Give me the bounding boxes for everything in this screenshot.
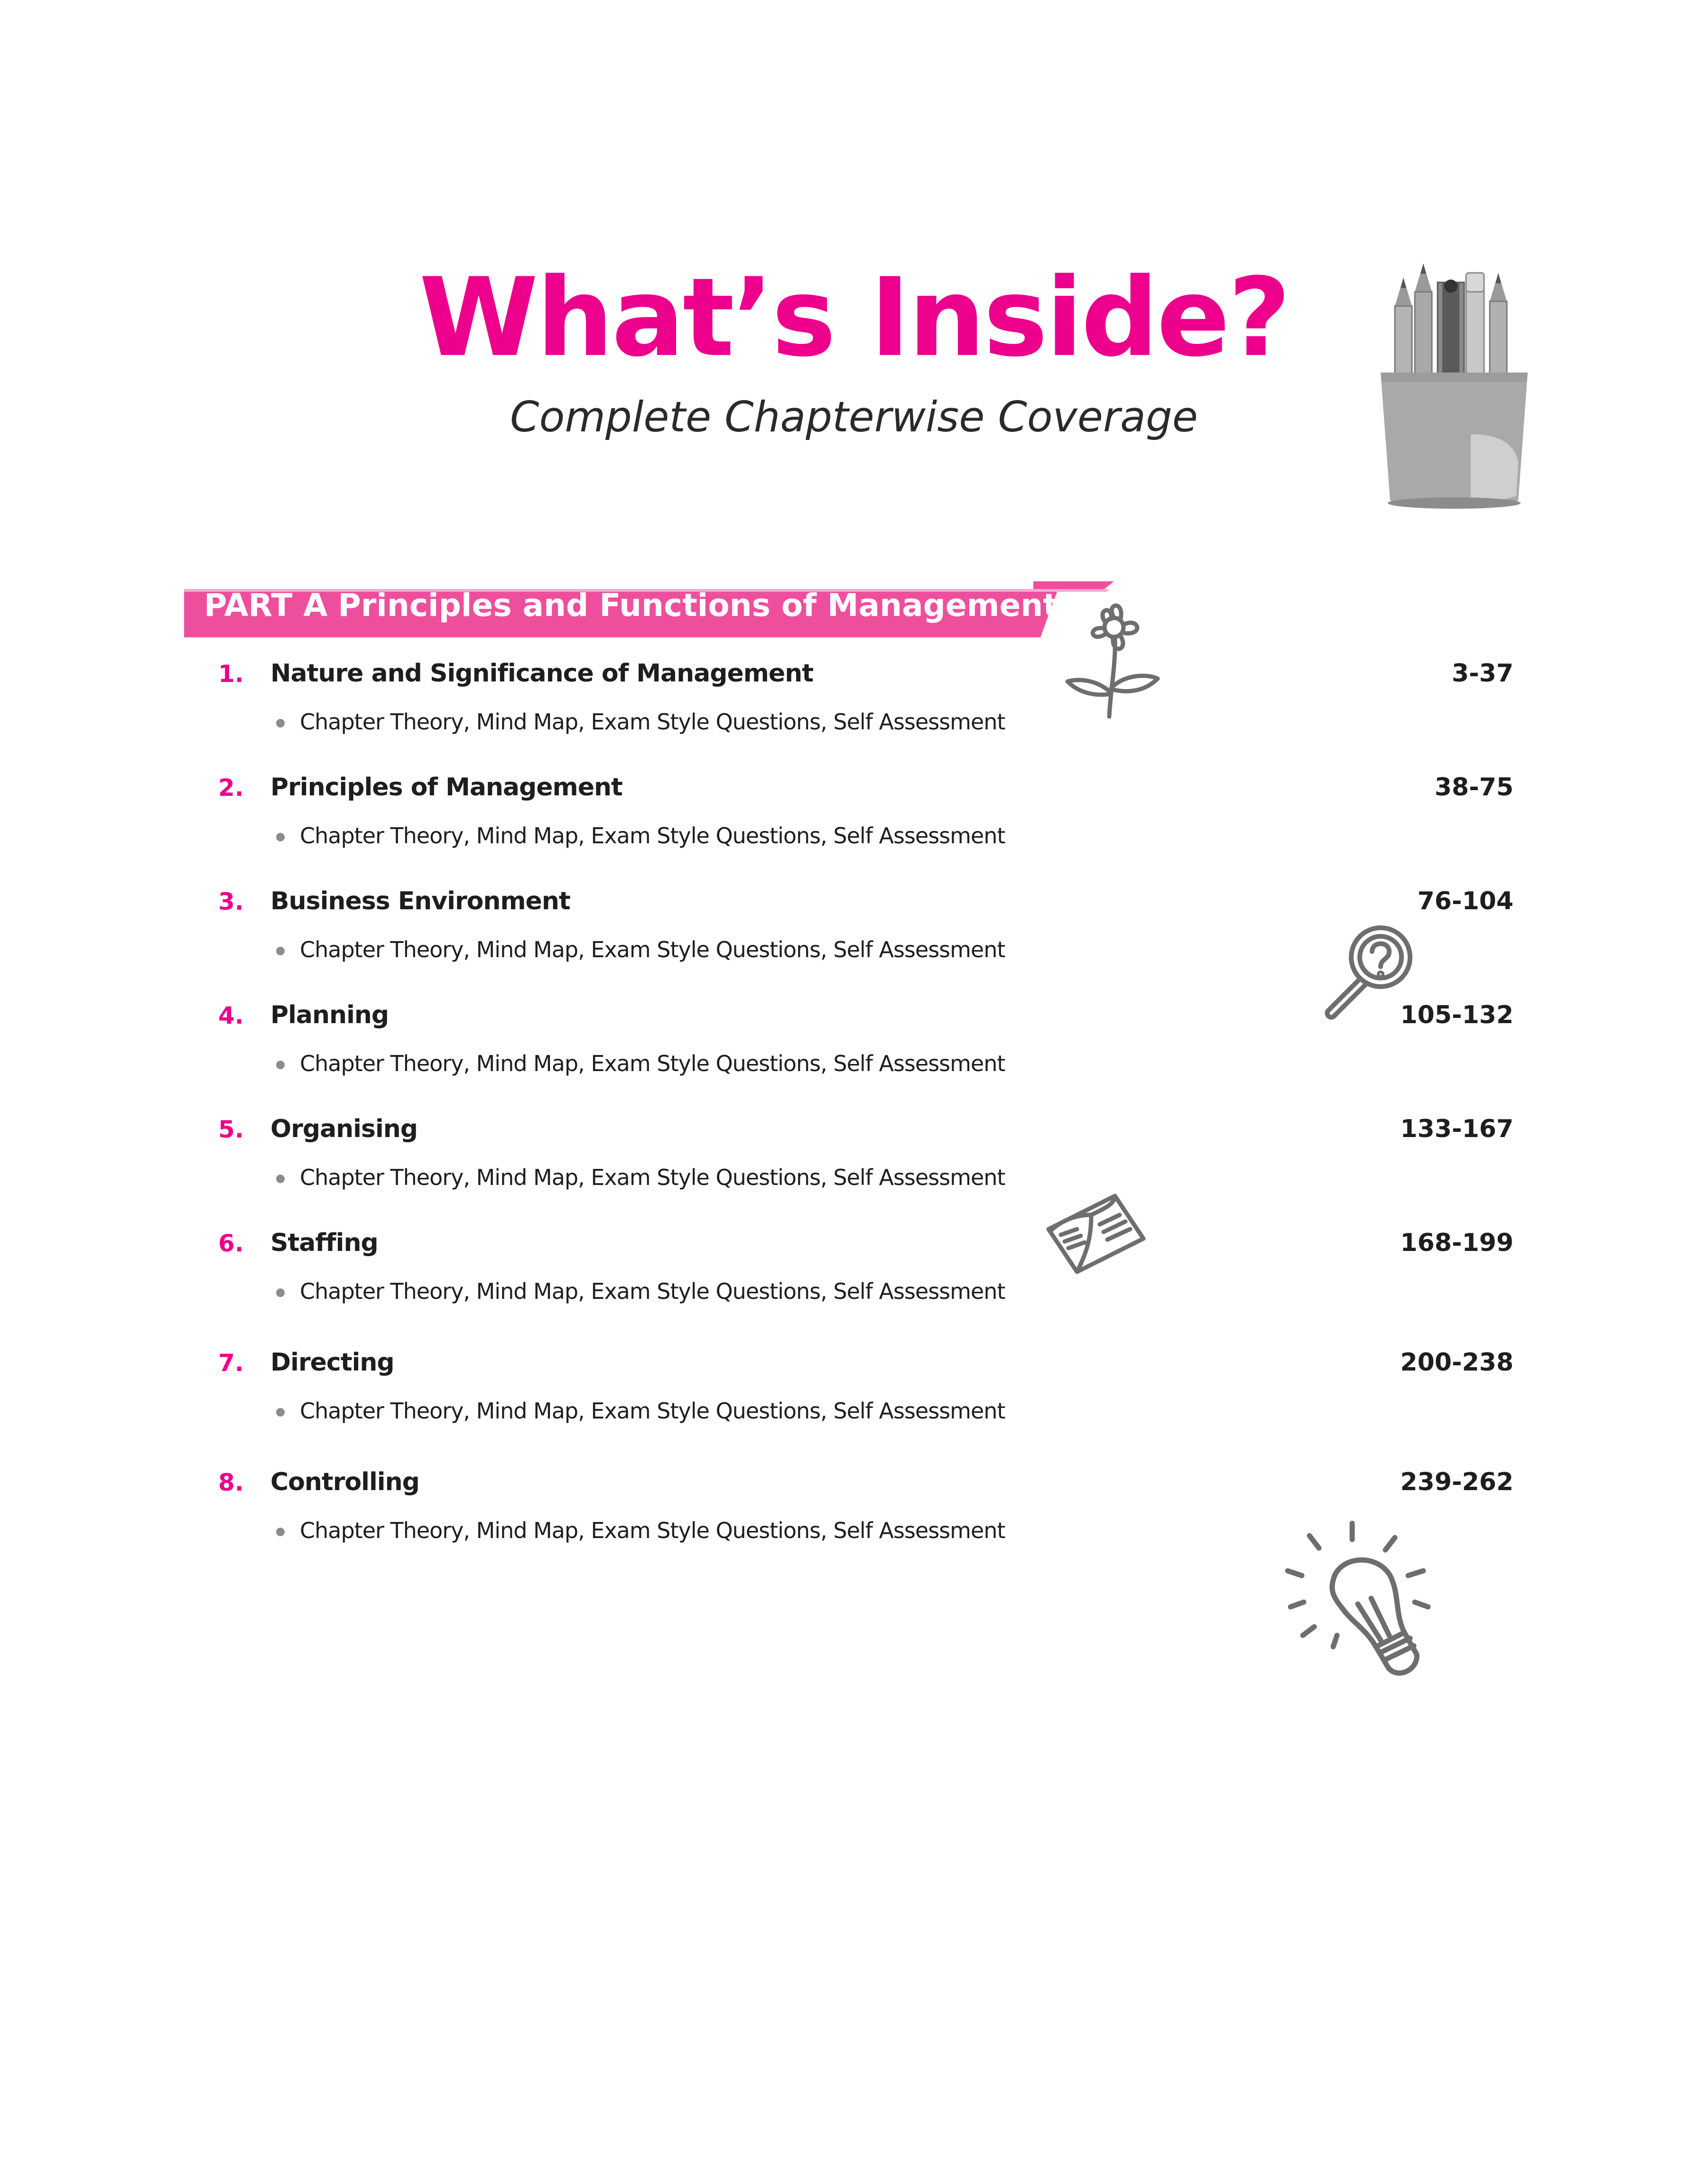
chapter-row (218, 1468, 1513, 1570)
chapter-contents: Chapter Theory, Mind Map, Exam Style Questions, Self Assessment (300, 823, 1005, 849)
chapter-title: Organising (270, 1115, 418, 1143)
chapter-number: 2. (218, 774, 244, 802)
chapter-pages: 239-262 (1400, 1468, 1513, 1496)
pencil-cup-icon (1376, 263, 1532, 510)
chapter-contents: Chapter Theory, Mind Map, Exam Style Questions, Self Assessment (300, 709, 1005, 735)
bullet-icon (276, 1061, 285, 1069)
chapter-pages: 200-238 (1400, 1348, 1513, 1377)
chapter-number: 5. (218, 1116, 244, 1143)
bullet-icon (276, 1408, 285, 1417)
chapter-number: 7. (218, 1349, 244, 1377)
chapter-contents: Chapter Theory, Mind Map, Exam Style Questions, Self Assessment (300, 1518, 1005, 1543)
part-heading (204, 587, 1058, 624)
chapter-row (218, 1001, 1513, 1103)
chapter-contents: Chapter Theory, Mind Map, Exam Style Questions, Self Assessment (300, 1165, 1005, 1190)
chapter-number: 4. (218, 1002, 244, 1029)
chapter-row (218, 887, 1513, 989)
chapter-contents: Chapter Theory, Mind Map, Exam Style Questions, Self Assessment (300, 1051, 1005, 1076)
chapter-row (218, 1115, 1513, 1217)
bullet-icon (276, 1528, 285, 1536)
bullet-icon (276, 947, 285, 955)
chapter-title: Staffing (270, 1229, 378, 1257)
chapter-pages: 76-104 (1417, 887, 1513, 915)
chapter-number: 3. (218, 888, 244, 915)
chapter-row (218, 1231, 1513, 1331)
chapter-pages: 38-75 (1434, 773, 1513, 802)
bullet-icon (276, 1175, 285, 1183)
page-subtitle: Complete Chapterwise Coverage (510, 392, 1198, 441)
chapter-pages: 168-199 (1400, 1229, 1513, 1257)
chapter-title: Principles of Management (270, 773, 622, 802)
chapter-number: 8. (218, 1469, 244, 1496)
chapter-number: 6. (218, 1230, 244, 1257)
chapter-row (218, 1348, 1513, 1451)
chapter-title: Directing (270, 1348, 394, 1377)
chapter-row (218, 659, 1513, 762)
chapter-title: Planning (270, 1001, 389, 1029)
chapter-title: Business Environment (270, 887, 570, 915)
bullet-icon (276, 719, 285, 728)
chapter-pages: 133-167 (1400, 1115, 1513, 1143)
chapter-title: Controlling (270, 1468, 419, 1496)
part-label: PART A (204, 587, 328, 624)
bullet-icon (276, 833, 285, 841)
part-title: Principles and Functions of Management (338, 587, 1058, 624)
chapter-pages: 105-132 (1400, 1001, 1513, 1029)
part-banner (184, 581, 1114, 637)
chapter-pages: 3-37 (1451, 659, 1513, 688)
page-title: What’s Inside? (419, 254, 1289, 381)
chapter-row (218, 773, 1513, 876)
chapter-title: Nature and Significance of Management (270, 659, 814, 688)
chapter-contents: Chapter Theory, Mind Map, Exam Style Questions, Self Assessment (300, 937, 1005, 962)
chapter-contents: Chapter Theory, Mind Map, Exam Style Questions, Self Assessment (300, 1398, 1005, 1424)
chapter-number: 1. (218, 660, 244, 688)
chapter-contents: Chapter Theory, Mind Map, Exam Style Questions, Self Assessment (300, 1278, 1005, 1304)
bullet-icon (276, 1288, 285, 1297)
